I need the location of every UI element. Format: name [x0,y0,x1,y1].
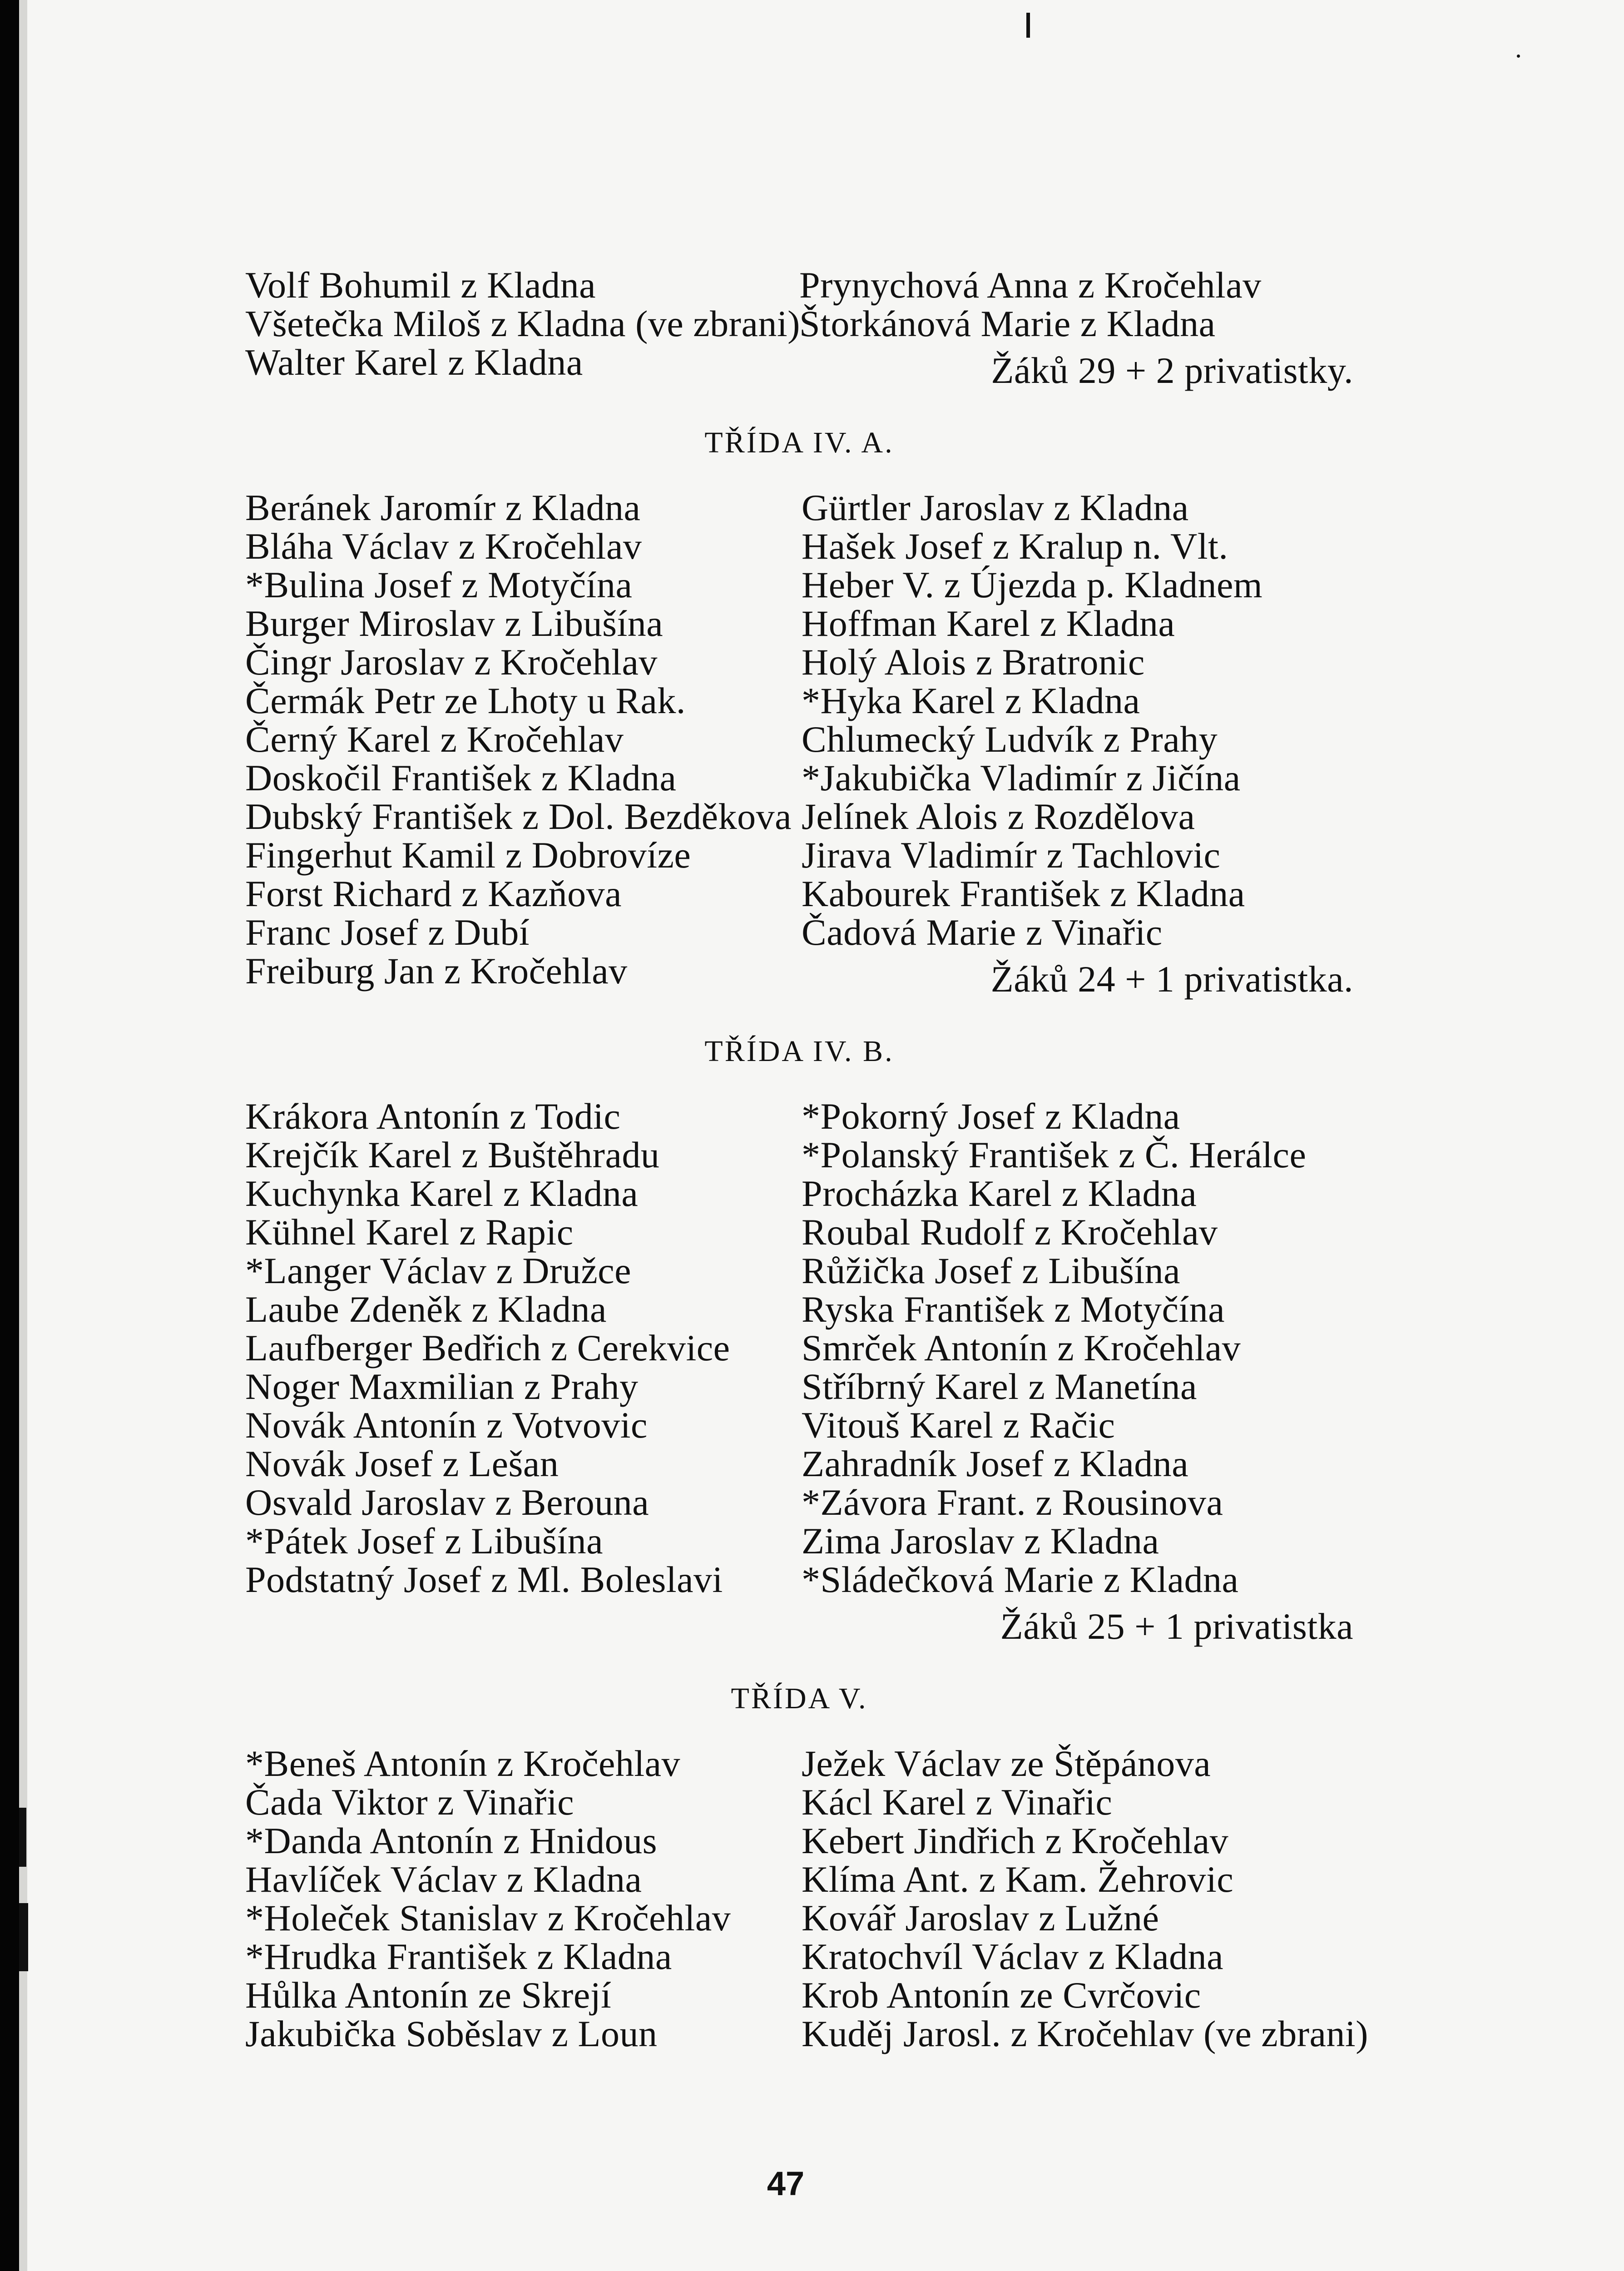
student-entry: Hůlka Antonín ze Skrejí [245,1974,612,2016]
student-entry: *Jakubička Vladimír z Jičína [802,757,1241,798]
student-entry: Ryska František z Motyčína [802,1289,1225,1330]
class-section-iv-b [245,1032,1353,1646]
student-entry: Kratochvíl Václav z Kladna [802,1936,1224,1977]
student-entry: *Sládečková Marie z Kladna [802,1559,1239,1600]
student-entry: Krákora Antonín z Todic [245,1096,621,1137]
continued-right-column [799,266,1353,390]
class-v-right-column [802,1743,1368,2054]
page-number: 47 [767,2165,805,2202]
class-section-iv-a [245,423,1353,998]
student-entry: Klíma Ant. z Kam. Žehrovic [802,1859,1234,1900]
student-entry: Kabourek František z Kladna [802,873,1245,914]
class-total: Žáků 25 + 1 privatistka [1000,1606,1353,1647]
student-entry: Doskočil František z Kladna [245,757,677,798]
scan-dark-edge [0,0,19,2271]
student-entry: *Pokorný Josef z Kladna [802,1096,1180,1137]
class-v-left-column [245,1744,802,2053]
student-entry: Freiburg Jan z Kročehlav [245,950,628,992]
continued-class-list [245,266,1353,390]
student-entry: Kebert Jindřich z Kročehlav [802,1820,1229,1861]
student-entry: Osvald Jaroslav z Berouna [245,1482,649,1523]
student-entry: Smrček Antonín z Kročehlav [802,1327,1241,1369]
student-entry: Kuchynka Karel z Kladna [245,1173,639,1214]
student-entry: Krejčík Karel z Buštěhradu [245,1134,660,1175]
class-iv-a-left-column [245,488,802,998]
student-entry: Zahradník Josef z Kladna [802,1443,1189,1484]
student-entry: Vitouš Karel z Račic [802,1404,1115,1446]
student-entry: Krob Antonín ze Cvrčovic [802,1974,1201,2016]
student-entry: Podstatný Josef z Ml. Boleslavi [245,1559,723,1600]
student-entry: Burger Miroslav z Libušína [245,603,663,644]
class-section-v [245,1679,1368,2054]
student-entry: Hoffman Karel z Kladna [802,603,1175,644]
class-iv-b-right-column [802,1097,1353,1646]
student-entry: Beránek Jaromír z Kladna [245,487,641,528]
student-entry: Všetečka Miloš z Kladna (ve zbrani) [245,303,800,344]
scan-dust-mark [1026,13,1030,38]
student-entry: Prynychová Anna z Kročehlav [799,264,1262,306]
student-entry: Jelínek Alois z Rozdělova [802,796,1195,837]
student-entry: Bláha Václav z Kročehlav [245,526,642,567]
class-total: Žáků 24 + 1 privatistka. [990,958,1353,1000]
student-entry: Jirava Vladimír z Tachlovic [802,834,1221,876]
student-entry: Černý Karel z Kročehlav [245,719,624,760]
class-total: Žáků 29 + 2 privatistky. [991,350,1353,391]
student-entry: Stříbrný Karel z Manetína [802,1366,1197,1407]
student-entry: *Závora Frant. z Rousinova [802,1482,1223,1523]
student-entry: Kühnel Karel z Rapic [245,1211,574,1253]
student-entry: Čermák Petr ze Lhoty u Rak. [245,680,686,721]
class-title: TŘÍDA IV. A. [704,426,894,459]
student-entry: *Holeček Stanislav z Kročehlav [245,1897,731,1939]
student-entry: *Pátek Josef z Libušína [245,1520,604,1562]
student-entry: Walter Karel z Kladna [245,342,583,383]
scan-dust-mark [1517,55,1520,58]
student-entry: Gürtler Jaroslav z Kladna [802,487,1189,528]
class-iv-b-left-column [245,1097,802,1646]
student-entry: *Bulina Josef z Motyčína [245,564,633,605]
student-entry: Štorkánová Marie z Kladna [799,303,1216,344]
student-entry: Chlumecký Ludvík z Prahy [802,719,1218,760]
student-entry: Novák Josef z Lešan [245,1443,559,1484]
student-entry: *Langer Václav z Družce [245,1250,631,1291]
student-entry: *Danda Antonín z Hnidous [245,1820,658,1861]
continued-left-column [245,266,799,390]
student-entry: Noger Maxmilian z Prahy [245,1366,639,1407]
student-entry: Kácl Karel z Vinařic [802,1781,1113,1823]
class-title: TŘÍDA V. [731,1682,868,1715]
student-entry: Fingerhut Kamil z Dobrovíze [245,834,691,876]
scan-binding-mark [19,1808,26,1867]
class-iv-a-right-column [802,488,1353,998]
scan-binding-mark [19,1903,28,1971]
student-entry: Dubský František z Dol. Bezděkova [245,796,792,837]
student-entry: Ježek Václav ze Štěpánova [802,1743,1211,1784]
student-entry: Procházka Karel z Kladna [802,1173,1197,1214]
student-entry: Jakubička Soběslav z Loun [245,2013,658,2054]
class-title: TŘÍDA IV. B. [704,1035,894,1068]
student-entry: Volf Bohumil z Kladna [245,264,596,306]
student-entry: Čadová Marie z Vinařic [802,912,1163,953]
student-entry: Zima Jaroslav z Kladna [802,1520,1159,1562]
student-entry: Růžička Josef z Libušína [802,1250,1181,1291]
student-entry: Čada Viktor z Vinařic [245,1781,574,1823]
student-entry: Holý Alois z Bratronic [802,641,1145,683]
student-entry: *Hrudka František z Kladna [245,1936,672,1977]
student-entry: Laube Zdeněk z Kladna [245,1289,607,1330]
student-entry: Kovář Jaroslav z Lužné [802,1897,1159,1939]
student-entry: Forst Richard z Kazňova [245,873,622,914]
student-entry: *Hyka Karel z Kladna [802,680,1140,721]
student-entry: Laufberger Bedřich z Cerekvice [245,1327,730,1369]
student-entry: Roubal Rudolf z Kročehlav [802,1211,1218,1253]
student-entry: *Beneš Antonín z Kročehlav [245,1743,681,1784]
student-entry: Heber V. z Újezda p. Kladnem [802,564,1263,605]
student-entry: Kuděj Jarosl. z Kročehlav (ve zbrani) [802,2013,1368,2054]
student-entry: Hašek Josef z Kralup n. Vlt. [802,526,1228,567]
student-entry: Franc Josef z Dubí [245,912,530,953]
student-entry: Havlíček Václav z Kladna [245,1859,642,1900]
student-entry: *Polanský František z Č. Herálce [802,1134,1307,1175]
student-entry: Novák Antonín z Votvovic [245,1404,648,1446]
student-entry: Čingr Jaroslav z Kročehlav [245,641,658,683]
student-list-document [245,264,1368,2054]
